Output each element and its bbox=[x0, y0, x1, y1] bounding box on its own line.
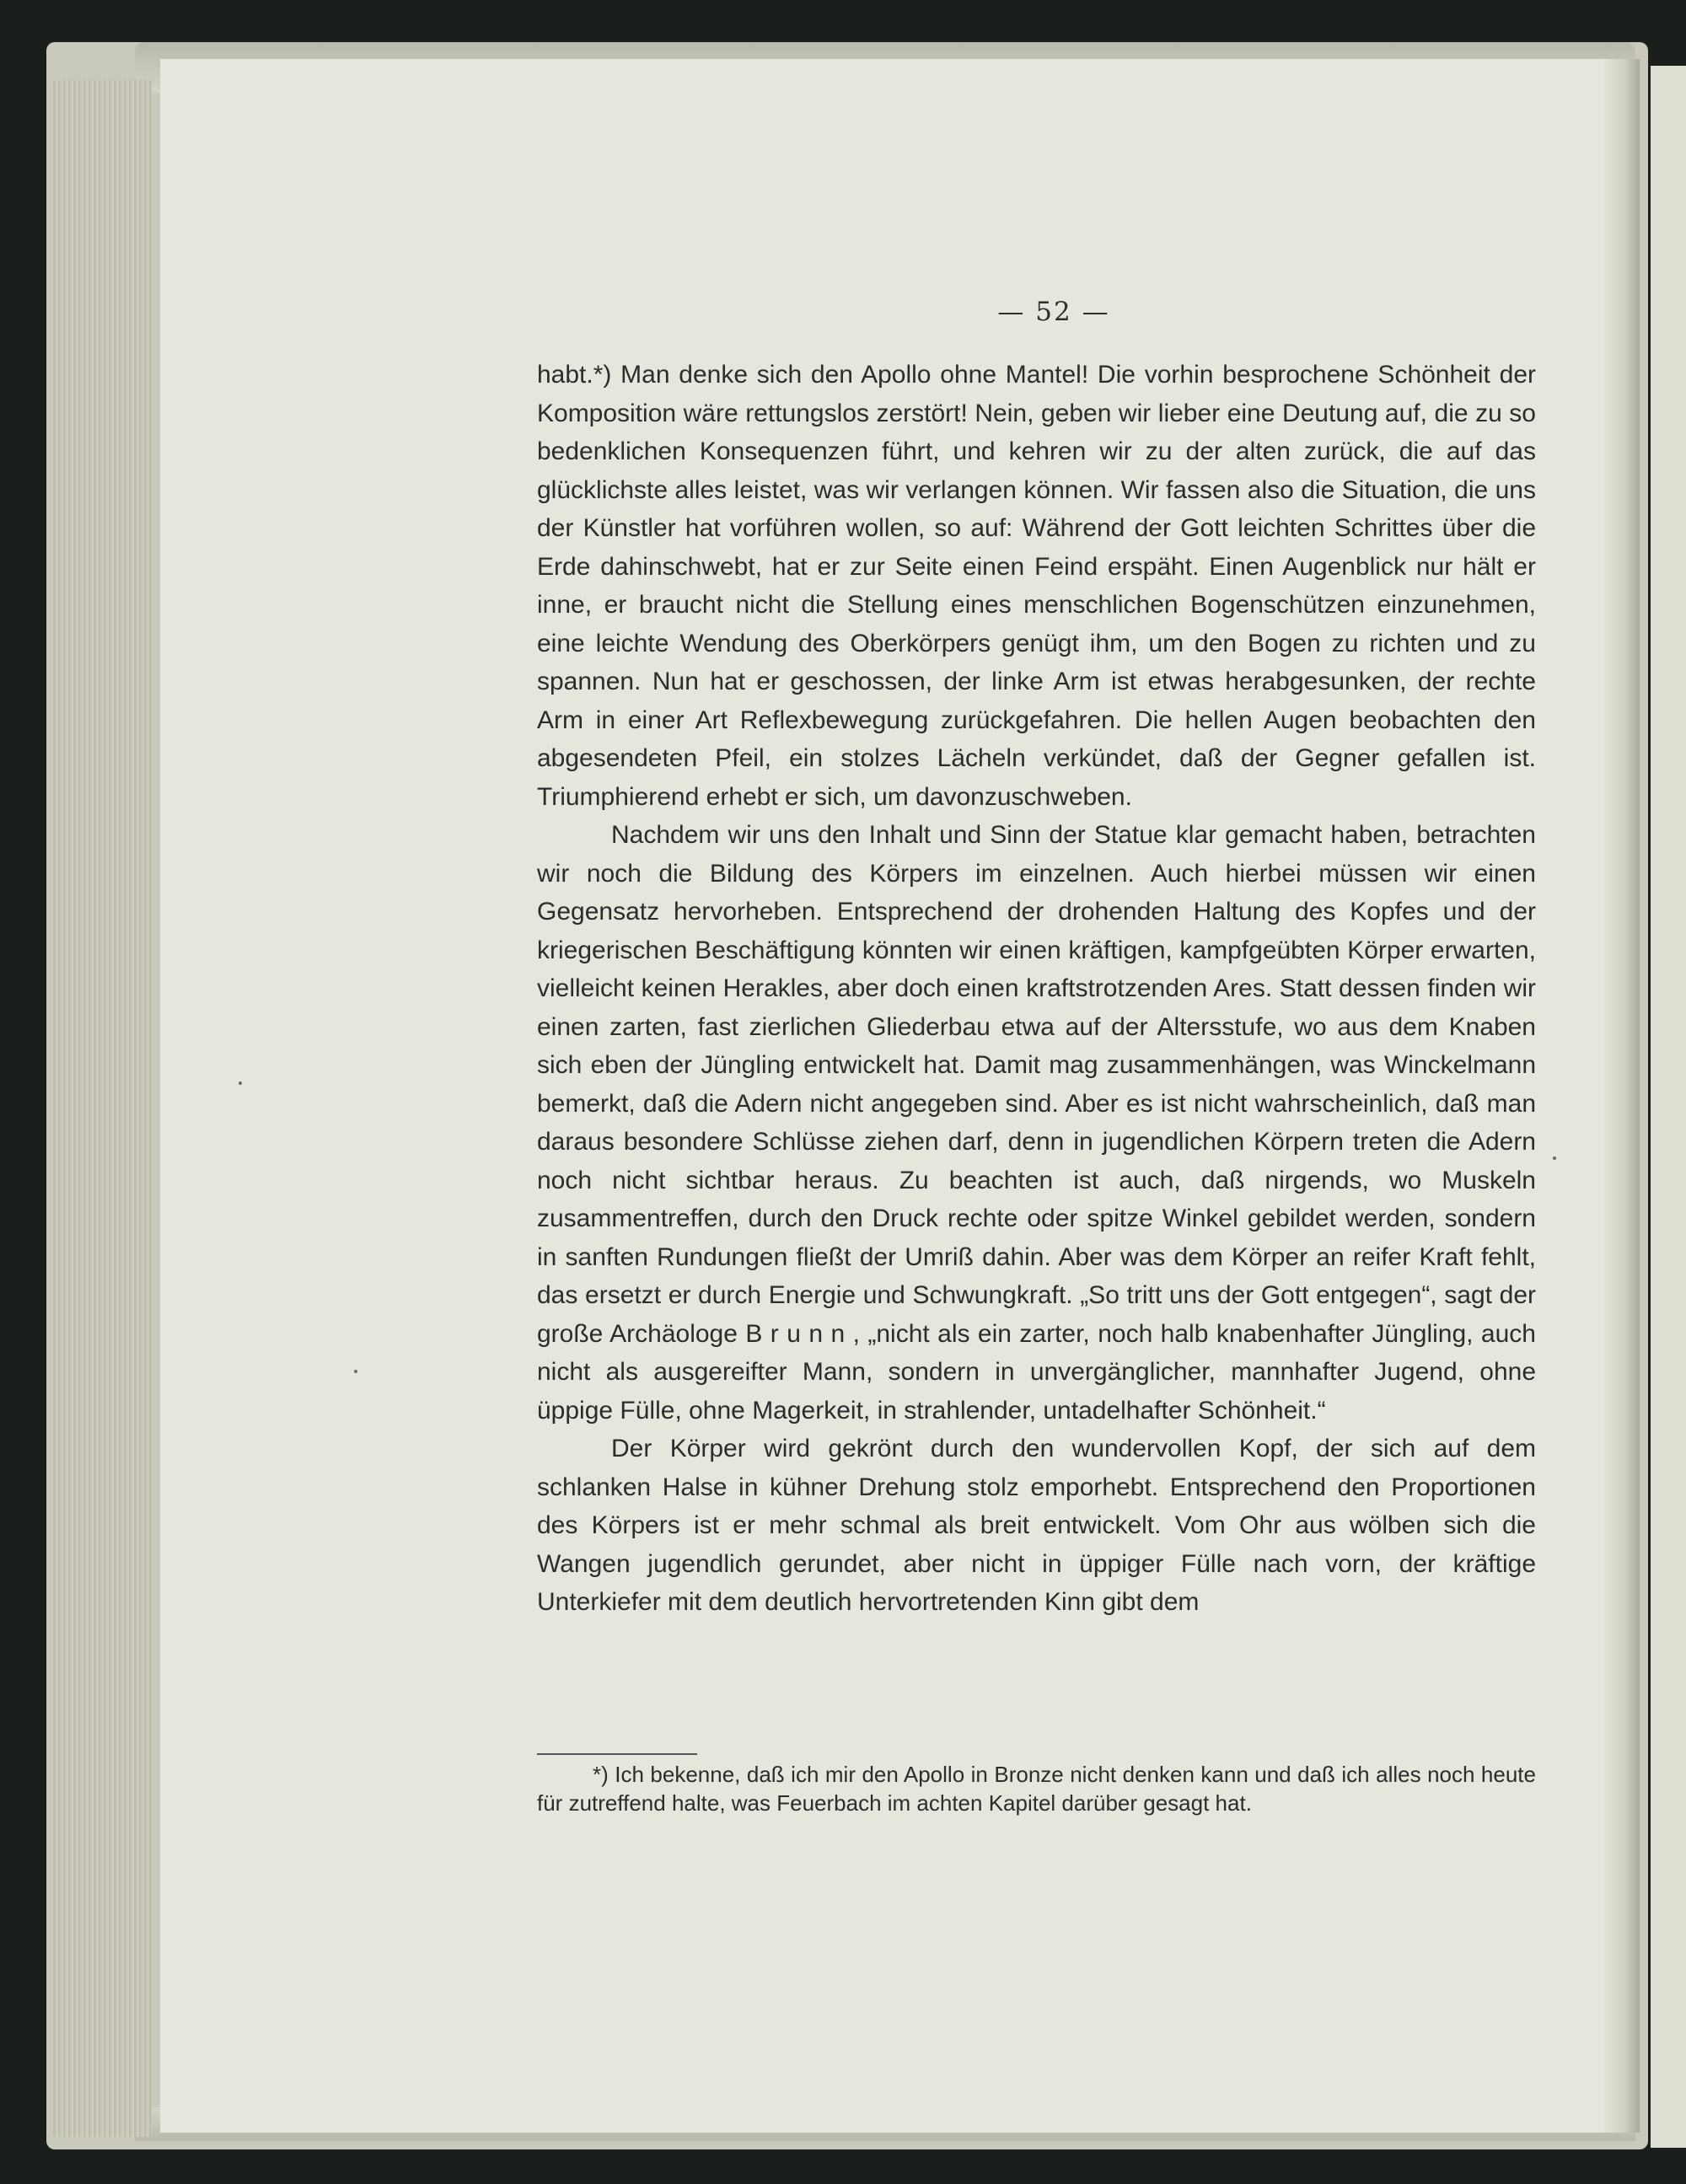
paragraph-3: Der Körper wird gekrönt durch den wundervollen Kopf, der sich auf dem schlanken Halse in kühner Drehung stolz emporhebt. Entsprechend den Proportionen des Körpers ist er mehr schmal als breit entwickelt. Vom Ohr aus wölben sich die Wangen jugendlich gerundet, aber nicht in üppiger Fülle nach vorn, der kräftige Unterkiefer mit dem deutlich hervortretenden Kinn gibt dem bbox=[537, 1435, 1536, 1616]
page-edges bbox=[51, 80, 152, 2137]
body-text bbox=[537, 356, 1536, 1622]
facing-page-edge bbox=[1651, 66, 1686, 2148]
book-gutter bbox=[1602, 59, 1640, 2133]
paper-speck bbox=[354, 1370, 357, 1373]
page-number: — 52 — bbox=[997, 297, 1110, 327]
paragraph-1: habt.*) Man denke sich den Apollo ohne Mantel! Die vorhin besprochene Schönheit der Komposition wäre rettungslos zerstört! Nein, geben wir lieber eine Deutung auf, die zu so bedenklichen Konsequenzen führt, und kehren wir zu der alten zurück, die auf das glücklichste alles leistet, was wir verlangen können. Wir fassen also die Situation, die uns der Künstler hat vorführen wollen, so auf: Während der Gott leichten Schrittes über die Erde dahinschwebt, hat er zur Seite einen Feind erspäht. Einen Augenblick nur hält er inne, er braucht nicht die Stellung eines menschlichen Bogenschützen einzunehmen, eine leichte Wendung des Oberkörpers genügt ihm, um den Bogen zu richten und zu spannen. Nun hat er geschossen, der linke Arm ist etwas herabgesunken, der rechte Arm in einer Art Reflexbewegung zurückgefahren. Die hellen Augen beobachten den abgesendeten Pfeil, ein stolzes Lächeln verkündet, daß der Gegner gefallen ist. Triumphierend erhebt er sich, um davonzuschweben. bbox=[537, 361, 1536, 811]
paper-speck bbox=[1553, 1156, 1556, 1160]
footnote-divider bbox=[537, 1753, 697, 1755]
footnote-text: *) Ich bekenne, daß ich mir den Apollo in Bronze nicht denken kann und daß ich alles noch heute für zutreffend halte, was Feuerbach im achten Kapitel darüber gesagt hat. bbox=[537, 1762, 1536, 1816]
paper-speck bbox=[239, 1081, 242, 1085]
footnote bbox=[537, 1760, 1536, 1817]
paragraph-2: Nachdem wir uns den Inhalt und Sinn der Statue klar gemacht haben, betrachten wir noch die Bildung des Körpers im einzelnen. Auch hierbei müssen wir einen Gegensatz hervorheben. Entsprechend der drohenden Haltung des Kopfes und der kriegerischen Beschäftigung könnten wir einen kräftigen, kampfgeübten Körper erwarten, vielleicht keinen Herakles, aber doch einen kraftstrotzenden Ares. Statt dessen finden wir einen zarten, fast zierlichen Gliederbau etwa auf der Altersstufe, wo aus dem Knaben sich eben der Jüngling entwickelt hat. Damit mag zusammenhängen, was Winckelmann bemerkt, daß die Adern nicht angegeben sind. Aber es ist nicht wahrscheinlich, daß man daraus besondere Schlüsse ziehen darf, denn in jugendlichen Körpern treten die Adern noch nicht sichtbar heraus. Zu beachten ist auch, daß nirgends, wo Muskeln zusammentreffen, durch den Druck rechte oder spitze Winkel gebildet werden, sondern in sanften Rundungen fließt der Umriß dahin. Aber was dem Körper an reifer Kraft fehlt, das ersetzt er durch Energie und Schwungkraft. „So tritt uns der Gott entgegen“, sagt der große Archäologe B r u n n , „nicht als ein zarter, noch halb knabenhafter Jüngling, auch nicht als ausgereifter Mann, sondern in unvergänglicher, mannhafter Jugend, ohne üppige Fülle, ohne Magerkeit, in strahlender, untadelhafter Schönheit.“ bbox=[537, 821, 1536, 1425]
